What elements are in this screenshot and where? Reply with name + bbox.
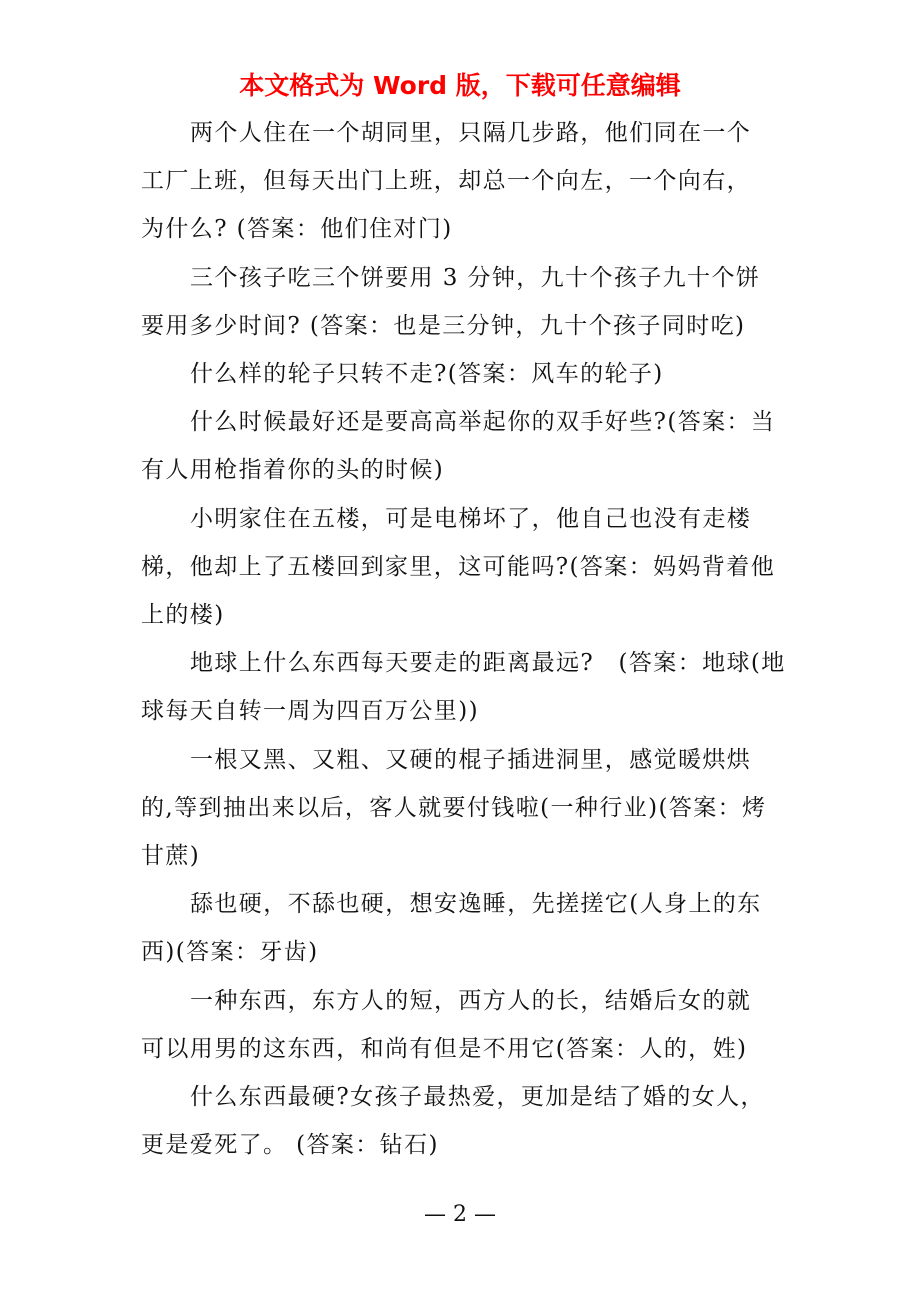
paragraph-2-line: 三个孩子吃三个饼要用 3 分钟，九十个孩子九十个饼 [190,265,761,291]
paragraph-7-line: 甘蔗) [141,843,201,869]
paragraph-4-line: 有人用枪指着你的头的时候) [141,457,445,483]
paragraph-10-line: 更是爱死了。 (答案：钻石) [141,1132,439,1158]
paragraph-9-line: 一种东西，东方人的短，西方人的长，结婚后女的就 [190,988,752,1014]
paragraph-7-line: 一根又黑、又粗、又硬的棍子插进洞里，感觉暖烘烘 [190,747,752,773]
paragraph-1-line: 工厂上班，但每天出门上班，却总一个向左，一个向右， [141,168,751,194]
paragraph-5-line: 上的楼) [141,602,225,628]
paragraph-1-line: 两个人住在一个胡同里，只隔几步路，他们同在一个 [190,120,752,146]
paragraph-2-line: 要用多少时间? (答案：也是三分钟，九十个孩子同时吃) [141,313,746,339]
paragraph-6-line: 地球上什么东西每天要走的距离最远? (答案：地球(地 [190,650,786,676]
document-header-notice: 本文格式为 Word 版，下载可任意编辑 [239,71,681,100]
paragraph-5-line: 梯，他却上了五楼回到家里，这可能吗?(答案：妈妈背着他 [141,554,776,580]
paragraph-3-line: 什么样的轮子只转不走?(答案：风车的轮子) [190,361,664,387]
paragraph-6-line: 球每天自转一周为四百万公里)) [141,698,479,724]
paragraph-4-line: 什么时候最好还是要高高举起你的双手好些?(答案：当 [190,409,776,435]
page-number: — 2 — [424,1202,496,1227]
paragraph-9-line: 可以用男的这东西，和尚有但是不用它(答案：人的，姓) [141,1036,748,1062]
paragraph-8-line: 舔也硬，不舔也硬，想安逸睡，先搓搓它(人身上的东 [190,891,762,917]
paragraph-7-line: 的,等到抽出来以后，客人就要付钱啦(一种行业)(答案：烤 [141,795,767,821]
paragraph-1-line: 为什么? (答案：他们住对门) [141,216,453,242]
paragraph-5-line: 小明家住在五楼，可是电梯坏了，他自己也没有走楼 [190,506,752,532]
paragraph-10-line: 什么东西最硬?女孩子最热爱，更加是结了婚的女人， [190,1084,765,1110]
paragraph-8-line: 西)(答案：牙齿) [141,939,319,965]
